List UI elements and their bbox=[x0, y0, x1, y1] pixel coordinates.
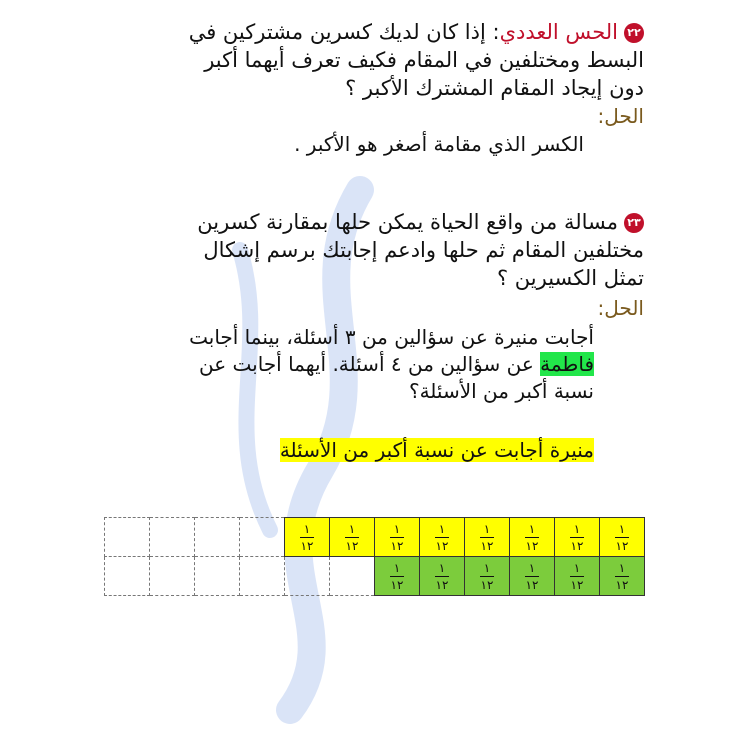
question-number-badge: ٢٢ bbox=[624, 23, 644, 43]
question-number-badge: ٢٣ bbox=[624, 213, 644, 233]
problem-statement bbox=[114, 324, 594, 405]
grid-cell-empty bbox=[150, 518, 195, 557]
grid-row-thirds bbox=[105, 518, 645, 557]
topic-colon: : bbox=[492, 20, 500, 44]
problem-line-2-text: عن سؤالين من ٤ أسئلة. أيهما أجابت عن bbox=[199, 352, 541, 376]
problem-line-1: أجابت منيرة عن سؤالين من ٣ أسئلة، بينما أجابت bbox=[189, 325, 594, 349]
solution-label-23: الحل: bbox=[597, 296, 644, 320]
question-23-line-2: مختلفين المقام ثم حلها وادعم إجابتك برسم إشكال bbox=[203, 238, 644, 262]
grid-cell-fraction: $\frac{١}{١٢}$ bbox=[555, 557, 600, 596]
fraction-comparison-grid bbox=[104, 517, 645, 596]
question-23-line-3: تمثل الكسيرين ؟ bbox=[496, 266, 644, 290]
grid-cell-fraction: $\frac{١}{١٢}$ bbox=[420, 557, 465, 596]
grid-cell-fraction: $\frac{١}{١٢}$ bbox=[420, 518, 465, 557]
question-22 bbox=[104, 18, 644, 102]
grid-cell-fraction: $\frac{١}{١٢}$ bbox=[510, 557, 555, 596]
answer-22: الكسر الذي مقامة أصغر هو الأكبر . bbox=[294, 132, 584, 156]
problem-line-2 bbox=[114, 351, 594, 378]
grid-cell-fraction: $\frac{١}{١٢}$ bbox=[285, 518, 330, 557]
question-22-line-3: دون إيجاد المقام المشترك الأكبر ؟ bbox=[345, 76, 644, 100]
problem-line-3: نسبة أكبر من الأسئلة؟ bbox=[408, 379, 594, 403]
grid-cell-empty bbox=[330, 557, 375, 596]
grid-cell-fraction: $\frac{١}{١٢}$ bbox=[465, 518, 510, 557]
question-22-line-2: البسط ومختلفين في المقام فكيف تعرف أيهما أكبر bbox=[204, 48, 644, 72]
grid-cell-empty bbox=[195, 557, 240, 596]
highlighted-name: فاطمة bbox=[540, 352, 594, 376]
grid-cell-fraction: $\frac{١}{١٢}$ bbox=[600, 557, 645, 596]
grid-cell-fraction: $\frac{١}{١٢}$ bbox=[555, 518, 600, 557]
grid-cell-fraction: $\frac{١}{١٢}$ bbox=[330, 518, 375, 557]
grid-cell-fraction: $\frac{١}{١٢}$ bbox=[375, 518, 420, 557]
grid-cell-empty bbox=[150, 557, 195, 596]
question-topic: الحس العددي bbox=[499, 20, 618, 44]
grid-cell-empty bbox=[195, 518, 240, 557]
question-text: مسالة من واقع الحياة يمكن حلها بمقارنة كسرين bbox=[197, 210, 618, 234]
solution-label-22: الحل: bbox=[597, 104, 644, 128]
grid-cell-empty bbox=[105, 557, 150, 596]
grid-cell-empty bbox=[285, 557, 330, 596]
grid-cell-empty bbox=[240, 557, 285, 596]
grid-cell-empty bbox=[105, 518, 150, 557]
grid-cell-empty bbox=[240, 518, 285, 557]
answer-23 bbox=[280, 438, 594, 462]
grid-cell-fraction: $\frac{١}{١٢}$ bbox=[510, 518, 555, 557]
grid-cell-fraction: $\frac{١}{١٢}$ bbox=[465, 557, 510, 596]
question-22-line-1 bbox=[104, 18, 644, 46]
grid-cell-fraction: $\frac{١}{١٢}$ bbox=[375, 557, 420, 596]
grid-cell-fraction: $\frac{١}{١٢}$ bbox=[600, 518, 645, 557]
answer-23-highlight: منيرة أجابت عن نسبة أكبر من الأسئلة bbox=[279, 438, 594, 462]
question-23 bbox=[104, 208, 644, 292]
question-text: إذا كان لديك كسرين مشتركين في bbox=[188, 20, 486, 44]
question-23-line-1 bbox=[104, 208, 644, 236]
grid-row-quarters bbox=[105, 557, 645, 596]
